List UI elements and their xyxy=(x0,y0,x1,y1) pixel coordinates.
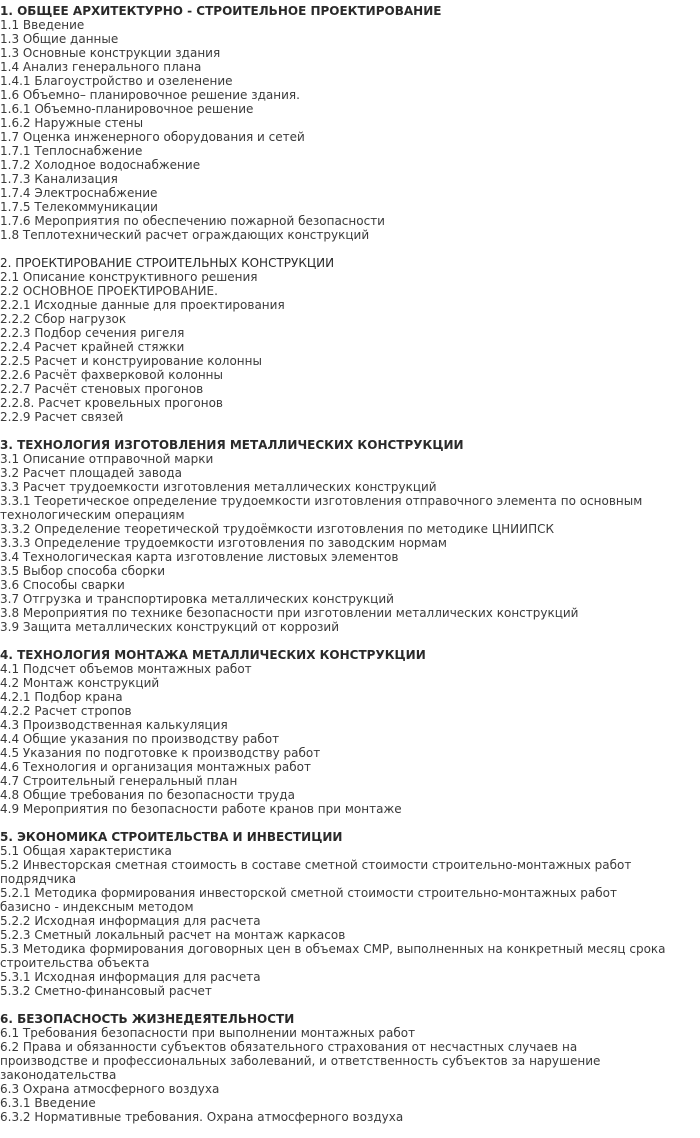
toc-entry: 6.3.1 Введение xyxy=(0,1096,96,1110)
toc-entry: 1.3 Общие данные xyxy=(0,32,119,46)
toc-entry: 5.3.1 Исходная информация для расчета xyxy=(0,970,261,984)
toc-entry: 1.7.4 Электроснабжение xyxy=(0,186,158,200)
toc-entry: 1.4 Анализ генерального плана xyxy=(0,60,202,74)
toc-entry: 3.9 Защита металлических конструкций от коррозий xyxy=(0,620,340,634)
toc-entry: 2.2.8. Расчет кровельных прогонов xyxy=(0,396,223,410)
toc-entry: 4.1 Подсчет объемов монтажных работ xyxy=(0,662,252,676)
toc-entry: 1.6 Объемно– планировочное решение здания. xyxy=(0,88,300,102)
toc-entry: 2.2.7 Расчёт стеновых прогонов xyxy=(0,382,204,396)
toc-entry: 3.6 Способы сварки xyxy=(0,578,125,592)
section-heading: 1. ОБЩЕЕ АРХИТЕКТУРНО - СТРОИТЕЛЬНОЕ ПРОЕКТИРОВАНИЕ xyxy=(0,4,442,18)
toc-entry: 2.2.2 Сбор нагрузок xyxy=(0,312,127,326)
toc-entry: 1.7.6 Мероприятия по обеспечению пожарной безопасности xyxy=(0,214,385,228)
toc-entry: 4.2 Монтаж конструкций xyxy=(0,676,160,690)
toc-section xyxy=(0,438,668,634)
toc-entry: 5.2 Инвесторская сметная стоимость в составе сметной стоимости строительно-монтажных работ подрядчика xyxy=(0,858,632,886)
toc-entry: 1.7.1 Теплоснабжение xyxy=(0,144,143,158)
toc-entry: 5.2.1 Методика формирования инвесторской сметной стоимости строительно-монтажных работ базисно - индексным методом xyxy=(0,886,617,914)
toc-entry: 3.3.2 Определение теоретической трудоёмкости изготовления по методике ЦНИИПСК xyxy=(0,522,555,536)
toc-entry: 4.3 Производственная калькуляция xyxy=(0,718,228,732)
toc-entry: 2.2.9 Расчет связей xyxy=(0,410,124,424)
toc-entry: 3.1 Описание отправочной марки xyxy=(0,452,214,466)
section-heading: 2. ПРОЕКТИРОВАНИЕ СТРОИТЕЛЬНЫХ КОНСТРУКЦИИ xyxy=(0,256,335,270)
toc-entry: 4.9 Мероприятия по безопасности работе кранов при монтаже xyxy=(0,802,402,816)
toc-entry: 1.1 Введение xyxy=(0,18,85,32)
section-heading: 3. ТЕХНОЛОГИЯ ИЗГОТОВЛЕНИЯ МЕТАЛЛИЧЕСКИХ КОНСТРУКЦИИ xyxy=(0,438,464,452)
toc-entry: 4.4 Общие указания по производству работ xyxy=(0,732,280,746)
toc-entry: 1.7.2 Холодное водоснабжение xyxy=(0,158,201,172)
toc-entry: 5.1 Общая характеристика xyxy=(0,844,172,858)
section-heading: 6. БЕЗОПАСНОСТЬ ЖИЗНЕДЕЯТЕЛЬНОСТИ xyxy=(0,1012,295,1026)
toc-entry: 5.3 Методика формирования договорных цен в объемах СМР, выполненных на конкретный месяц срока строительства объекта xyxy=(0,942,666,970)
toc-entry: 1.7 Оценка инженерного оборудования и сетей xyxy=(0,130,305,144)
toc-entry: 2.1 Описание конструктивного решения xyxy=(0,270,258,284)
toc-entry: 4.5 Указания по подготовке к производству работ xyxy=(0,746,321,760)
section-heading: 4. ТЕХНОЛОГИЯ МОНТАЖА МЕТАЛЛИЧЕСКИХ КОНСТРУКЦИИ xyxy=(0,648,426,662)
toc-entry: 6.3.2 Нормативные требования. Охрана атмосферного воздуха xyxy=(0,1110,404,1124)
toc-entry: 3.3 Расчет трудоемкости изготовления металлических конструкций xyxy=(0,480,437,494)
toc-entry: 5.2.2 Исходная информация для расчета xyxy=(0,914,261,928)
toc-entry: 3.2 Расчет площадей завода xyxy=(0,466,182,480)
toc-entry: 1.7.3 Канализация xyxy=(0,172,118,186)
toc-entry: 2.2.1 Исходные данные для проектирования xyxy=(0,298,285,312)
toc-entry: 2.2.4 Расчет крайней стяжки xyxy=(0,340,185,354)
toc-entry: 1.6.2 Наружные стены xyxy=(0,116,144,130)
toc-entry: 3.8 Мероприятия по технике безопасности при изготовлении металлических конструкций xyxy=(0,606,579,620)
toc-entry: 3.7 Отгрузка и транспортировка металлических конструкций xyxy=(0,592,394,606)
toc-entry: 5.2.3 Сметный локальный расчет на монтаж каркасов xyxy=(0,928,346,942)
toc-entry: 2.2.5 Расчет и конструирование колонны xyxy=(0,354,262,368)
toc-entry: 3.5 Выбор способа сборки xyxy=(0,564,166,578)
toc-entry: 3.3.1 Теоретическое определение трудоемкости изготовления отправочного элемента по основным технологическим операциям xyxy=(0,494,643,522)
toc-section xyxy=(0,256,668,424)
toc-entry: 4.7 Строительный генеральный план xyxy=(0,774,238,788)
toc-entry: 4.2.2 Расчет стропов xyxy=(0,704,132,718)
toc-entry: 5.3.2 Сметно-финансовый расчет xyxy=(0,984,212,998)
toc-entry: 1.3 Основные конструкции здания xyxy=(0,46,221,60)
toc-entry: 4.8 Общие требования по безопасности труда xyxy=(0,788,295,802)
toc-entry: 6.1 Требования безопасности при выполнении монтажных работ xyxy=(0,1026,416,1040)
table-of-contents xyxy=(0,4,668,1138)
toc-entry: 3.4 Технологическая карта изготовление листовых элементов xyxy=(0,550,399,564)
toc-entry: 4.2.1 Подбор крана xyxy=(0,690,123,704)
section-heading: 5. ЭКОНОМИКА СТРОИТЕЛЬСТВА И ИНВЕСТИЦИИ xyxy=(0,830,343,844)
toc-entry: 2.2.6 Расчёт фахверковой колонны xyxy=(0,368,223,382)
toc-entry: 1.8 Теплотехнический расчет ограждающих конструкций xyxy=(0,228,370,242)
toc-entry: 2.2.3 Подбор сечения ригеля xyxy=(0,326,185,340)
toc-entry: 6.3 Охрана атмосферного воздуха xyxy=(0,1082,220,1096)
toc-section xyxy=(0,1012,668,1124)
toc-entry: 3.3.3 Определение трудоемкости изготовления по заводским нормам xyxy=(0,536,447,550)
toc-entry: 1.4.1 Благоустройство и озеленение xyxy=(0,74,233,88)
toc-section xyxy=(0,4,668,242)
toc-entry: 1.7.5 Телекоммуникации xyxy=(0,200,158,214)
toc-section xyxy=(0,648,668,816)
toc-section xyxy=(0,830,668,998)
toc-entry: 6.2 Права и обязанности субъектов обязательного страхования от несчастных случаев на производстве и профессиональных заболеваний, и ответственность субъектов за нарушение законодательства xyxy=(0,1040,601,1082)
toc-entry: 2.2 ОСНОВНОЕ ПРОЕКТИРОВАНИЕ. xyxy=(0,284,218,298)
toc-entry: 1.6.1 Объемно-планировочное решение xyxy=(0,102,254,116)
toc-entry: 4.6 Технология и организация монтажных работ xyxy=(0,760,311,774)
